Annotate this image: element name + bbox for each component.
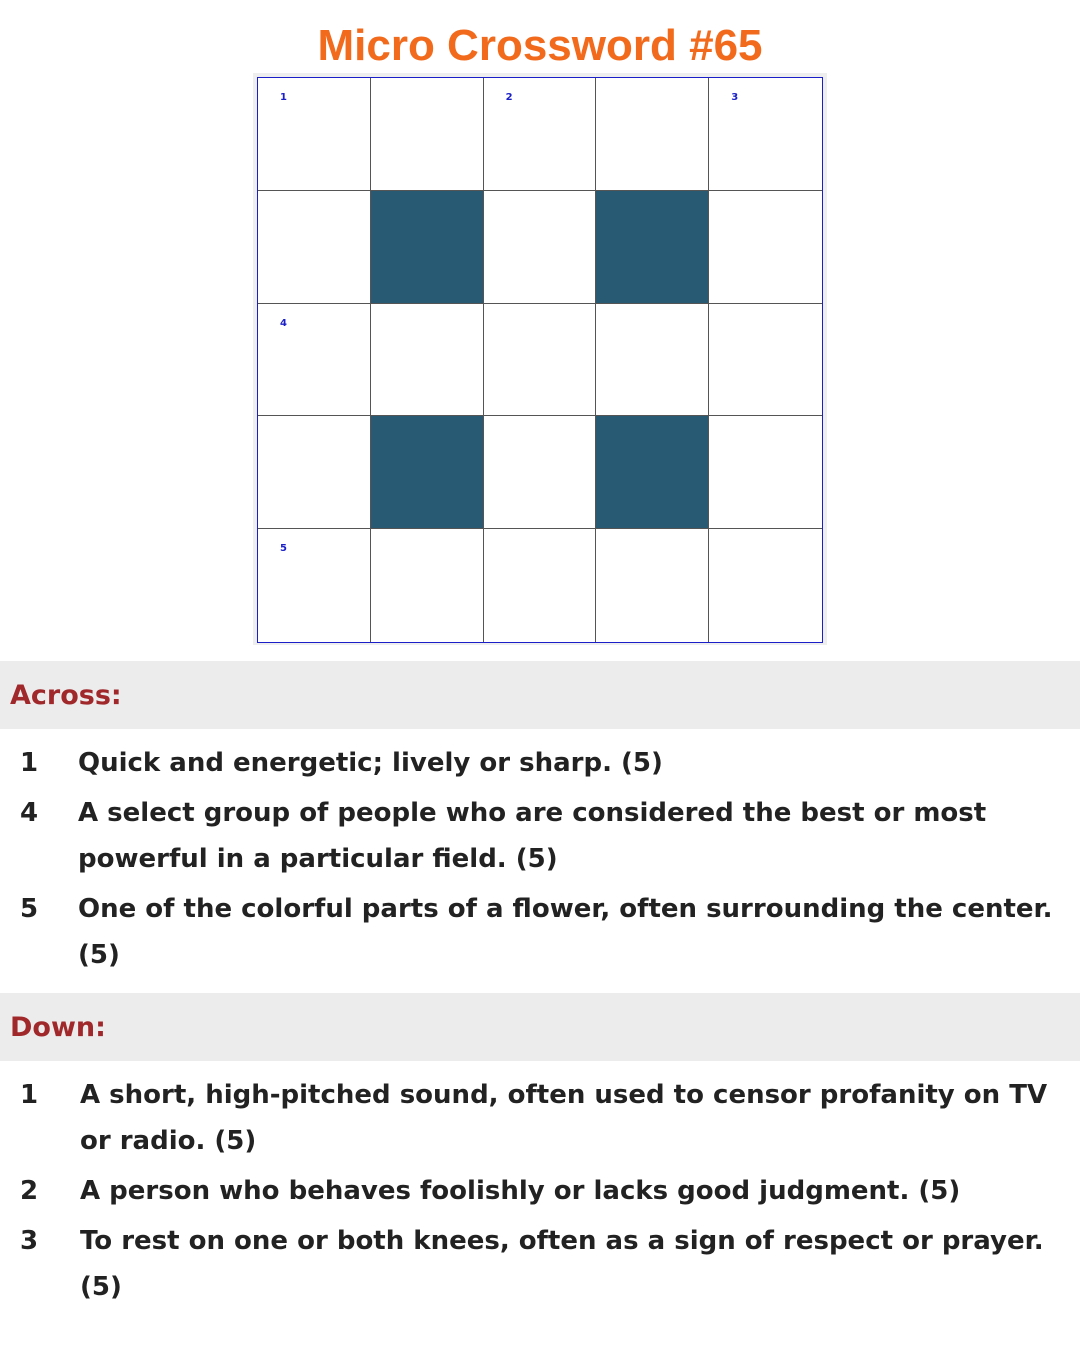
grid-cell[interactable] [484, 529, 597, 642]
clue-number: 2 [20, 1176, 39, 1206]
clue-text: To rest on one or both knees, often as a sign of respect or prayer. (5) [80, 1226, 1044, 1302]
clue-number: 1 [20, 748, 39, 778]
grid-block-cell [596, 191, 709, 304]
grid-cell[interactable] [258, 78, 371, 191]
clue-text: A person who behaves foolishly or lacks good judgment. (5) [80, 1176, 961, 1206]
clue-number: 4 [20, 798, 39, 828]
across-clue-5[interactable] [0, 886, 1080, 978]
grid-cell[interactable] [596, 78, 709, 191]
grid-cell[interactable] [709, 529, 822, 642]
across-clue-4[interactable] [0, 790, 1080, 882]
down-clue-1[interactable] [0, 1072, 1080, 1164]
grid-block-cell [371, 191, 484, 304]
clue-text: One of the colorful parts of a flower, often surrounding the center. (5) [78, 894, 1053, 970]
clue-text: A short, high-pitched sound, often used to censor profanity on TV or radio. (5) [80, 1080, 1048, 1156]
clue-number: 1 [20, 1080, 39, 1110]
across-heading: Across: [0, 661, 1080, 729]
grid-cell[interactable] [484, 304, 597, 417]
grid-cell[interactable] [709, 78, 822, 191]
clue-number-label: 1 [280, 92, 287, 103]
down-clue-list [0, 1072, 1080, 1314]
down-heading: Down: [0, 993, 1080, 1061]
clue-number: 5 [20, 894, 39, 924]
grid-cell[interactable] [258, 529, 371, 642]
crossword-frame [253, 73, 827, 645]
grid-cell[interactable] [484, 78, 597, 191]
across-clue-1[interactable] [0, 740, 1080, 786]
grid-cell[interactable] [371, 78, 484, 191]
down-clue-3[interactable] [0, 1218, 1080, 1310]
grid-cell[interactable] [484, 191, 597, 304]
clue-number-label: 3 [731, 92, 739, 103]
clue-number-label: 2 [505, 92, 513, 103]
grid-cell[interactable] [709, 416, 822, 529]
grid-block-cell [371, 416, 484, 529]
grid-cell[interactable] [709, 191, 822, 304]
grid-cell[interactable] [596, 529, 709, 642]
grid-cell[interactable] [596, 304, 709, 417]
grid-cell[interactable] [709, 304, 822, 417]
grid-cell[interactable] [371, 304, 484, 417]
grid-cell[interactable] [258, 416, 371, 529]
grid-cell[interactable] [258, 191, 371, 304]
clue-number: 3 [20, 1226, 39, 1256]
clue-text: Quick and energetic; lively or sharp. (5) [78, 748, 663, 778]
clue-number-label: 5 [280, 543, 287, 555]
grid-cell[interactable] [258, 304, 371, 417]
grid-cell[interactable] [371, 529, 484, 642]
crossword-grid [257, 77, 823, 643]
page-title: Micro Crossword #65 [317, 21, 763, 70]
grid-block-cell [596, 416, 709, 529]
grid-cell[interactable] [484, 416, 597, 529]
down-clue-2[interactable] [0, 1168, 1080, 1214]
clue-number-label: 4 [280, 317, 287, 329]
clue-text: A select group of people who are considered the best or most powerful in a particular field. (5) [78, 798, 987, 874]
across-clue-list [0, 740, 1080, 982]
